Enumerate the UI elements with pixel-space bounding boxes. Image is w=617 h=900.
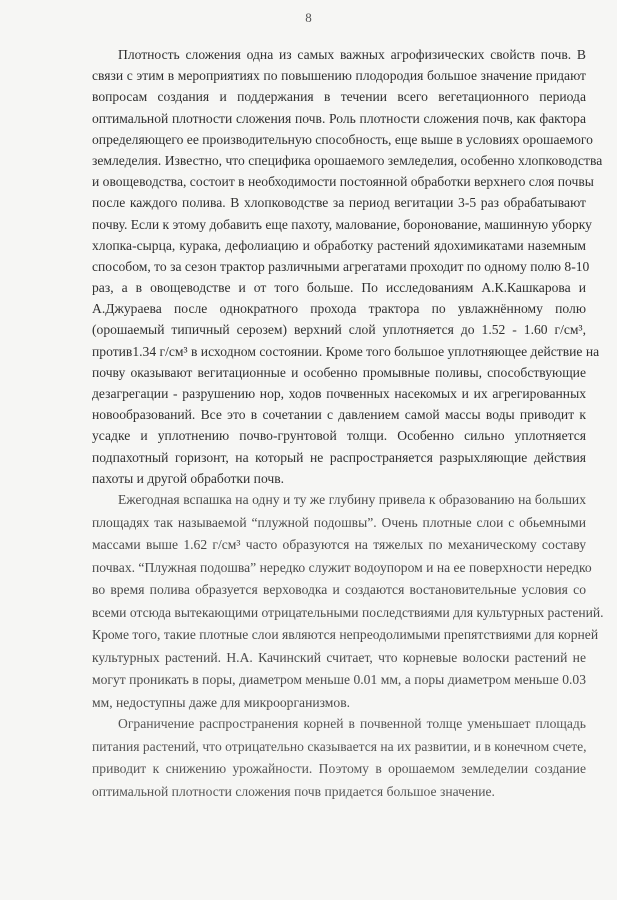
text-line: связи с этим в мероприятиях по повышению плодородия большое значение придают <box>92 68 586 84</box>
text-line: определяющего ее производительную способность, еще выше в условиях орошаемого <box>92 131 593 147</box>
text-line: почву оказывают вегитационные и особенно промывные поливы, способствующие <box>92 364 586 380</box>
text-line: Кроме того, такие плотные слои являются непреодолимыми препятствиями для корней <box>92 627 599 642</box>
text-line: культурных растений. Н.А. Качинский считает, что корневые волоски растений не <box>92 649 586 665</box>
text-line: Ежегодная вспашка на одну и ту же глубину привела к образованию на больших <box>118 492 586 507</box>
text-line: усадке и уплотнению почво-грунтовой толщи. Особенно сильно уплотняется <box>92 428 586 444</box>
text-line: пахоты и другой обработки почв. <box>92 470 285 486</box>
text-line: Ограничение распространения корней в почвенной толще уменьшает площадь <box>118 716 586 731</box>
text-line: массами выше 1.62 г/см³ часто образуются на тяжелых по механическому составу <box>92 537 586 552</box>
text-line: мм, недоступны даже для микроорганизмов. <box>92 694 351 710</box>
text-line: земледелия. Известно, что специфика орошаемого земледелия, особенно хлопководства <box>92 152 603 168</box>
text-line: и овощеводства, состоит в необходимости постоянной обработки верхнего слоя почвы <box>92 174 594 190</box>
text-line: подпахотный горизонт, на который не распространяется разрыхляющие действия <box>92 449 586 465</box>
text-line: (орошаемый типичный серозем) верхний слой уплотняется до 1.52 - 1.60 г/см³, <box>92 322 586 338</box>
text-line: всеми отсюда вытекающими отрицательными последствиями для культурных растений. <box>92 604 604 620</box>
paragraph-2 <box>92 489 604 714</box>
text-line: новообразований. Все это в сочетании с давлением самой массы воды приводит к <box>92 407 586 423</box>
paragraph-3 <box>92 713 586 803</box>
text-line: дезагрегации - разрушению нор, ходов почвенных насекомых и их агрегированных <box>92 386 586 401</box>
text-line: способом, то за сезон трактор различными агрегатами проходит по одному полю 8-10 <box>92 258 590 274</box>
text-line: А.Джураева после однократного прохода трактора по увлажнённому полю <box>92 301 586 317</box>
text-line: площадях так называемой “плужной подошвы”. Очень плотные слои с обьемными <box>92 514 586 530</box>
text-line: почву. Если к этому добавить еще пахоту, малование, боронование, машинную уборку <box>92 216 592 232</box>
text-line: хлопка-сырца, курака, дефолиацию и обработку растений ядохимикатами наземным <box>92 237 586 253</box>
text-line: раз, а в овощеводстве и от того больше. По исследованиям А.К.Кашкарова и <box>92 280 586 296</box>
text-line: вопросам создания и поддержания в течении всего вегетационного периода <box>92 89 586 105</box>
text-line: во время полива образуется верховодка и создаются востановительные условия со <box>92 582 586 597</box>
text-line: питания растений, что отрицательно сказывается на их развитии, и в конечном счете, <box>92 738 587 754</box>
text-line: оптимальной плотности сложения почв. Роль плотности сложения почв, как фактора <box>92 110 586 126</box>
text-line: после каждого полива. В хлопководстве за период вегитации 3-5 раз обрабатывают <box>92 195 586 211</box>
text-line: Плотность сложения одна из самых важных агрофизических свойств почв. В <box>118 47 586 62</box>
text-line: приводит к снижению урожайности. Поэтому в орошаемом земледелии создание <box>92 761 586 776</box>
paragraph-1 <box>92 44 603 489</box>
text-line: оптимальной плотности сложения почв придается большое значение. <box>92 783 495 799</box>
text-line: почвах. “Плужная подошва” нередко служит водоупором и на ее поверхности нередко <box>92 559 592 575</box>
text-line: против1.34 г/см³ в исходном состоянии. Кроме того большое уплотняющее действие на <box>92 343 600 359</box>
text-line: могут проникать в поры, диаметром меньше 0.01 мм, а поры диаметром меньше 0.03 <box>92 672 586 687</box>
page-number: 8 <box>305 10 312 25</box>
